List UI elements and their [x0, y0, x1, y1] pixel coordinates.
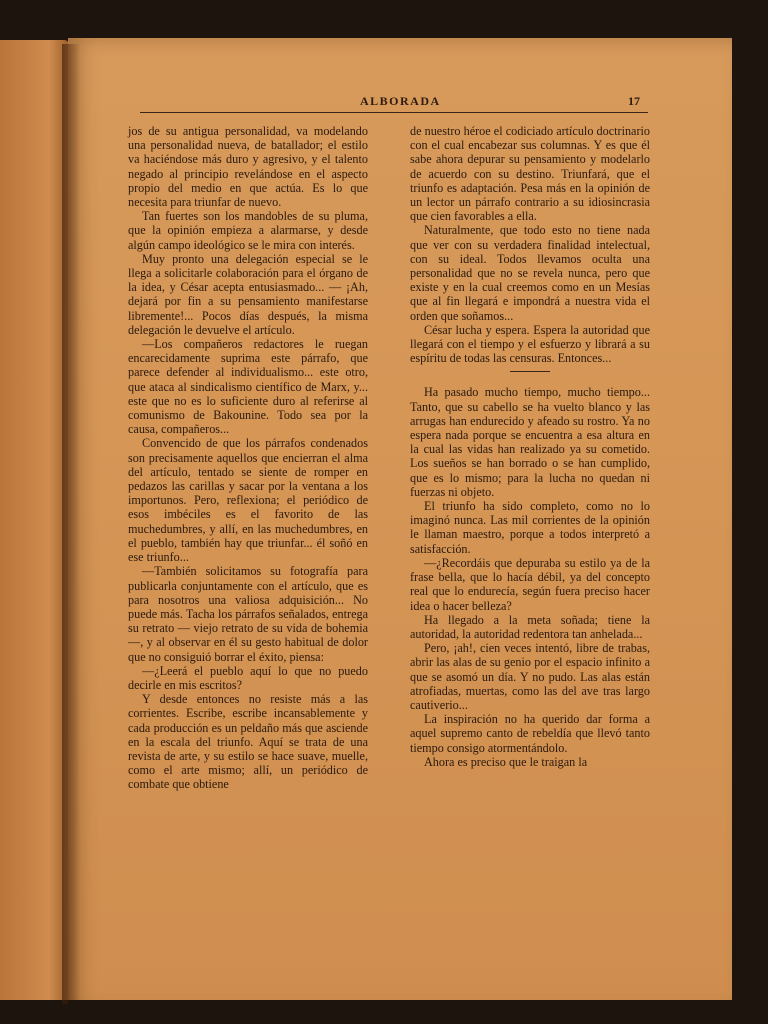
paragraph: Y desde entonces no resiste más a las corrientes. Escribe, escribe incansablemente y cada producción es un peldaño más que asciende en la escala del triunfo. Aquí se trata de una revista de arte, y su estilo se hace suave, muelle, como el arte mismo; allí, un periódico de combate que obtiene	[128, 692, 368, 792]
right-column	[410, 124, 650, 769]
paragraph: Ha llegado a la meta soñada; tiene la autoridad, la autoridad redentora tan anhelada...	[410, 612, 650, 641]
paragraph: —También solicitamos su fotografía para publicarla conjuntamente con el artículo, que es para nosotros una valiosa adquisición... No puede más. Tacha los párrafos señalados, entrega su retrato — viejo retrato de su vida de bohemia—, y al observar en él su gesto habitual de dolor que no consiguió borrar el éxito, piensa:	[128, 564, 368, 664]
bottom-shadow	[68, 1000, 732, 1024]
paragraph: La inspiración no ha querido dar forma a aquel supremo canto de rebeldía que llevó tanto tiempo consigo atormentándolo.	[410, 712, 650, 755]
paragraph: Muy pronto una delegación especial se le llega a solicitarle colaboración para el órgano de la idea, y César acepta entusiasmado... — ¡Ah, dejará por fin a su pensamiento manifestarse libremente!... Pocos días después, la misma delegación le devuelve el artículo.	[128, 251, 368, 337]
paragraph: Naturalmente, que todo esto no tiene nada que ver con su verdadera finalidad intelectual, con su ideal. Todos llevamos oculta una personalidad que no se revela nunca, pero que existe y en la cual creemos como en un Mesías que al fin llegará e impondrá a nuestra vida el orden que soñamos...	[410, 223, 650, 323]
paragraph: Convencido de que los párrafos condenados son precisamente aquellos que encierran el alma del artículo, tentado se siente de romper en pedazos las carillas y sacar por la ventana a los importunos. Pero, reflexiona; el periódico de esos imbéciles es el favorito de las muchedumbres, y allí, en las muchedumbres, en el pueblo, también hay que triunfar... él soñó en ese triunfo...	[128, 436, 368, 565]
paragraph: Ahora es preciso que le traigan la	[424, 754, 588, 769]
section-separator	[510, 371, 550, 373]
paragraph: Pero, ¡ah!, cien veces intentó, libre de trabas, abrir las alas de su genio por el espacio infinito a que se asomó un día. Y no pudo. Las alas están atrofiadas, muertas, como las del ave tras largo cautiverio...	[410, 641, 650, 712]
paragraph: —¿Recordáis que depuraba su estilo ya de la frase bella, que lo hacía débil, ya del concepto real que lo endurecía, según fuera preciso hacer idea o hacer belleza?	[410, 555, 650, 613]
paragraph: —¿Leerá el pueblo aquí lo que no puedo decirle en mis escritos?	[128, 663, 368, 692]
paragraph: —Los compañeros redactores le ruegan encarecidamente suprima este párrafo, que parece defender al individualismo... este otro, que ataca al sindicalismo científico de Marx, y... este que no es lo suficiente duro al referirse al comunismo de Bakounine. Todo sea por la causa, compañeros...	[128, 337, 368, 437]
paragraph: Tan fuertes son los mandobles de su pluma, que la opinión empieza a alarmarse, y desde algún campo ideológico se le mira con interés.	[128, 209, 368, 252]
left-page-edge	[0, 40, 70, 1000]
page-header	[140, 94, 648, 113]
paragraph: César lucha y espera. Espera la autoridad que llegará con el tiempo y el esfuerzo y librará a su espíritu de todas las censuras. Entonces...	[410, 322, 650, 366]
left-column	[128, 124, 368, 792]
paragraph: de nuestro héroe el codiciado artículo doctrinario con el cual encabezar sus columnas. Y es que él sabe ahora depurar su pensamiento y modelarlo de acuerdo con su destino. Triunfará, que el triunfo es adaptación. Pesa más en la opinión de un lector un párrafo contrario a su idiosincrasia que cien favorables a ella.	[410, 124, 650, 224]
book-gutter	[62, 44, 80, 1004]
running-title: ALBORADA	[360, 94, 441, 108]
paragraph: Ha pasado mucho tiempo, mucho tiempo... Tanto, que su cabello se ha vuelto blanco y las arrugas han endurecido y afeado su rostro. Ya no espera nada porque se encuentra a esa altura en la cual las vidas han realizado ya su cometido. Los sueños se han borrado o se han cumplido, que es lo mismo; para la lucha no quedan ni fuerzas ni objeto.	[410, 385, 650, 499]
paragraph: jos de su antigua personalidad, va modelando una personalidad nueva, de batallador; el estilo va haciéndose más duro y agresivo, y el talento negado al principio revelándose en el aspecto propio del medio en que actúa. Es lo que necesita para triunfar de nuevo.	[128, 124, 368, 210]
page-number: 17	[628, 94, 640, 108]
paragraph: El triunfo ha sido completo, como no lo imaginó nunca. Las mil corrientes de la opinión le llaman maestro, porque a todos interpretó a satisfacción.	[410, 499, 650, 556]
